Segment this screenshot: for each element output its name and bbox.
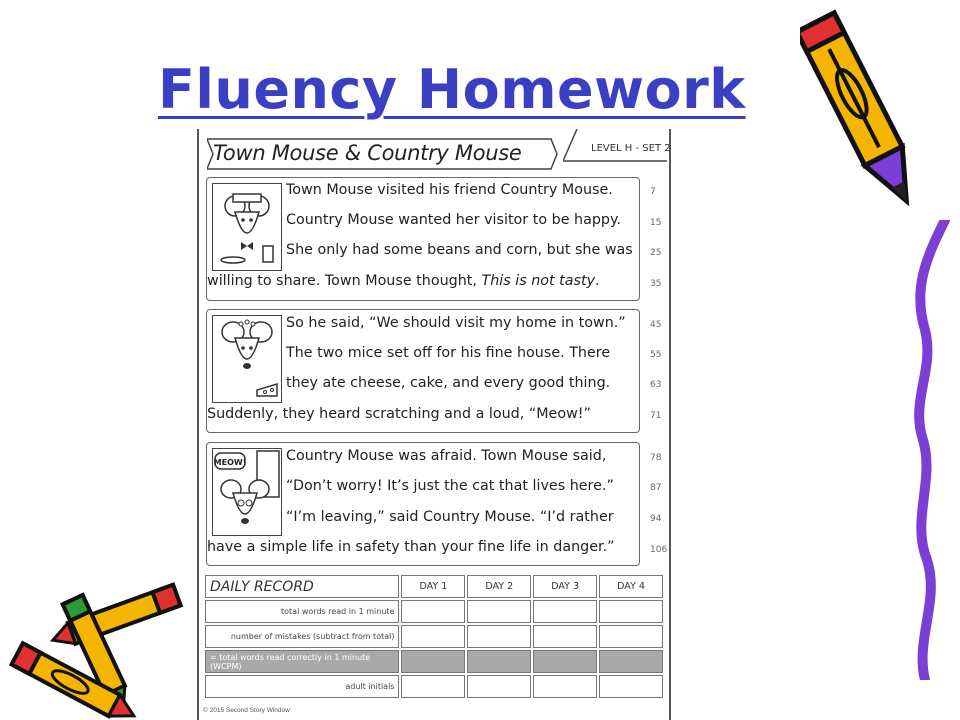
record-cell[interactable]: [401, 625, 465, 648]
row-label: adult initials: [205, 675, 399, 698]
mouse-illustration: [212, 183, 282, 271]
passage-line: Suddenly, they heard scratching and a loud, “Meow!”: [207, 406, 591, 422]
mouse-illustration: [212, 315, 282, 403]
record-cell[interactable]: [401, 600, 465, 623]
day-header: DAY 1: [401, 575, 465, 598]
passage-line: have a simple life in safety than your fine life in danger.”: [207, 539, 615, 555]
story-title: Town Mouse & Country Mouse: [213, 141, 522, 165]
story-title-banner: [207, 137, 547, 167]
word-count: 15: [650, 218, 662, 228]
record-cell[interactable]: [599, 675, 663, 698]
table-row: [205, 675, 663, 698]
table-row: [205, 625, 663, 648]
passage-1: [206, 177, 640, 301]
passage-line: She only had some beans and corn, but she was: [286, 242, 633, 258]
mouse-illustration: [212, 448, 282, 536]
cheese-icon: [255, 378, 279, 398]
passage-line: Country Mouse was afraid. Town Mouse said,: [286, 448, 607, 464]
passage-line: The two mice set off for his fine house. There: [286, 345, 611, 361]
record-cell[interactable]: [599, 625, 663, 648]
word-count: 7: [650, 187, 656, 197]
level-label: LEVEL H - SET 2: [591, 143, 671, 154]
passage-line: they ate cheese, cake, and every good thing.: [286, 375, 611, 391]
crayon-icon: [0, 580, 200, 720]
passage-line: Town Mouse visited his friend Country Mouse.: [286, 182, 613, 198]
passage-line: “I’m leaving,” said Country Mouse. “I’d rather: [286, 509, 614, 525]
table-row: [205, 600, 663, 623]
row-label: = total words read correctly in 1 minute (WCPM): [205, 650, 399, 673]
table-row: [205, 650, 663, 673]
record-cell[interactable]: [599, 650, 663, 673]
row-label: total words read in 1 minute: [205, 600, 399, 623]
slide-title: Fluency Homework: [158, 58, 746, 121]
passage-line: So he said, “We should visit my home in town.”: [286, 315, 626, 331]
word-count: 63: [650, 380, 662, 390]
word-count: 35: [650, 279, 662, 289]
record-cell[interactable]: [401, 650, 465, 673]
record-cell[interactable]: [467, 625, 531, 648]
word-count: 25: [650, 248, 662, 258]
day-header: DAY 2: [467, 575, 531, 598]
record-cell[interactable]: [401, 675, 465, 698]
word-count: 55: [650, 350, 662, 360]
record-cell[interactable]: [467, 650, 531, 673]
record-cell[interactable]: [599, 600, 663, 623]
row-label: number of mistakes (subtract from total): [205, 625, 399, 648]
passage-2: [206, 309, 640, 433]
ribbon-icon: [905, 220, 960, 680]
passage-line: “Don’t worry! It’s just the cat that lives here.”: [286, 478, 614, 494]
word-count: 87: [650, 483, 662, 493]
word-count: 94: [650, 514, 662, 524]
day-header: DAY 3: [533, 575, 597, 598]
passage-line: Country Mouse wanted her visitor to be happy.: [286, 212, 621, 228]
meow-bubble: MEOW!: [213, 458, 247, 467]
copyright: © 2015 Second Story Window: [203, 707, 290, 714]
day-header: DAY 4: [599, 575, 663, 598]
level-box: [563, 129, 671, 161]
record-cell[interactable]: [467, 600, 531, 623]
record-cell[interactable]: [533, 650, 597, 673]
pencil-icon: [800, 2, 950, 232]
daily-record-title: DAILY RECORD: [205, 575, 399, 598]
record-cell[interactable]: [533, 675, 597, 698]
daily-record-table: [203, 573, 665, 700]
word-count: 45: [650, 320, 662, 330]
record-cell[interactable]: [533, 600, 597, 623]
word-count: 78: [650, 453, 662, 463]
word-count: 71: [650, 411, 662, 421]
passage-line: willing to share. Town Mouse thought, This is not tasty.: [207, 273, 600, 289]
record-cell[interactable]: [467, 675, 531, 698]
worksheet: [197, 129, 671, 720]
word-count: 106: [650, 545, 668, 555]
record-cell[interactable]: [533, 625, 597, 648]
passage-3: [206, 442, 640, 566]
